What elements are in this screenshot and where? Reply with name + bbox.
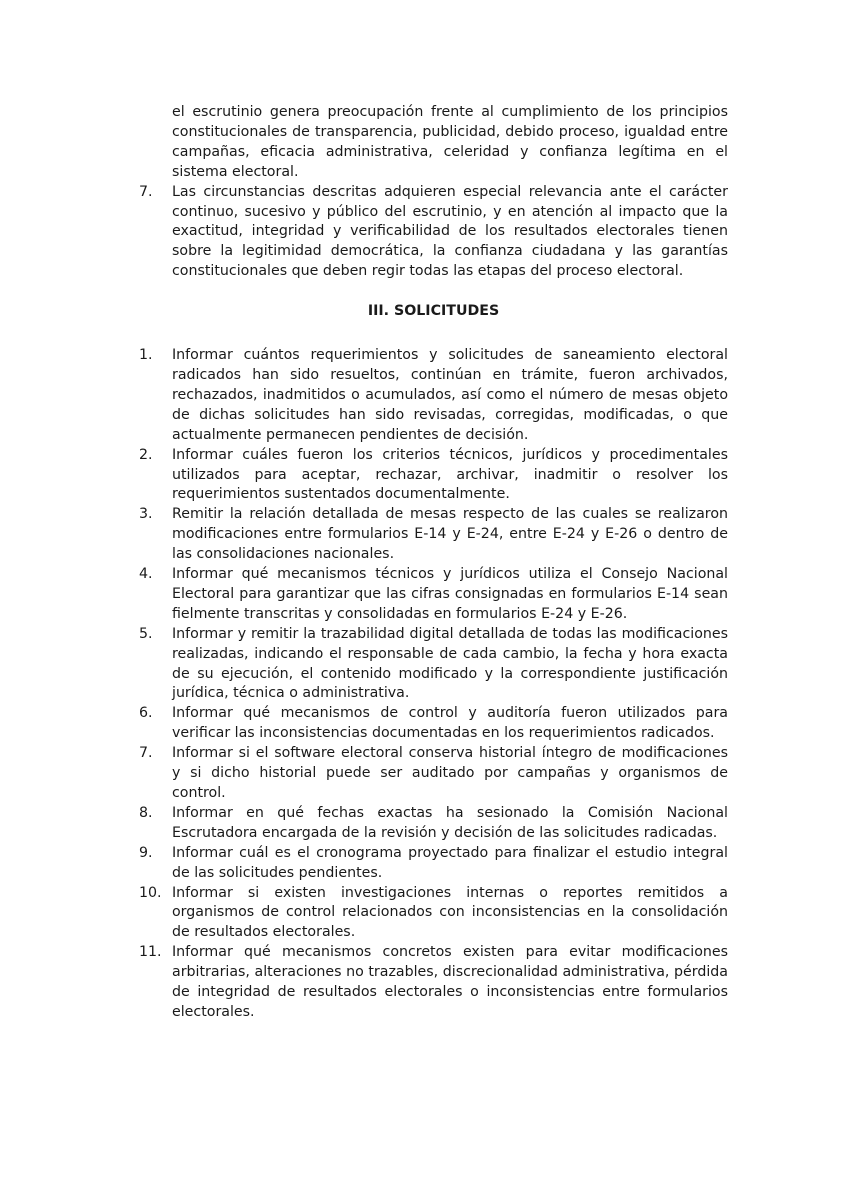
- request-item: [139, 565, 728, 625]
- request-number: 1.: [139, 347, 153, 364]
- request-number: 5.: [139, 625, 153, 642]
- request-item: [139, 943, 728, 1023]
- request-item: [139, 884, 728, 944]
- request-text: Informar en qué fechas exactas ha sesionado la Comisión Nacional Escrutadora encargada de la revisión y decisión de las solicitudes radicadas.: [172, 804, 728, 841]
- request-text: Informar cuál es el cronograma proyectado para finalizar el estudio integral de las solicitudes pendientes.: [172, 844, 728, 881]
- request-number: 4.: [139, 566, 153, 583]
- request-item: [139, 804, 728, 844]
- request-item: [139, 844, 728, 884]
- requests-list: [139, 346, 728, 1023]
- request-item: [139, 446, 728, 506]
- request-text: Informar si existen investigaciones internas o reportes remitidos a organismos de control relacionados con inconsistencias en la consolidación de resultados electorales.: [172, 884, 728, 941]
- request-number: 11.: [139, 944, 162, 961]
- section-heading: III. SOLICITUDES: [367, 303, 500, 320]
- request-text: Informar cuáles fueron los criterios técnicos, jurídicos y procedimentales utilizados para aceptar, rechazar, archivar, inadmitir o resolver los requerimientos sustentados documentalmente.: [172, 446, 728, 503]
- request-text: Informar qué mecanismos de control y auditoría fueron utilizados para verificar las inconsistencias documentadas en los requerimientos radicados.: [172, 705, 728, 742]
- request-number: 6.: [139, 705, 153, 722]
- request-item: [139, 744, 728, 804]
- request-text: Informar y remitir la trazabilidad digital detallada de todas las modificaciones realizadas, indicando el responsable de cada cambio, la fecha y hora exacta de su ejecución, el contenido modificado y la correspondiente justificación jurídica, técnica o administrativa.: [172, 625, 728, 702]
- item-number: 7.: [139, 183, 153, 200]
- request-number: 9.: [139, 844, 153, 861]
- item-text: Las circunstancias descritas adquieren especial relevancia ante el carácter continuo, sucesivo y público del escrutinio, y en atención al impacto que la exactitud, integridad y verificabilidad de los resultados electorales tienen sobre la legitimidad democrática, la confianza ciudadana y las garantías constitucionales que deben regir todas las etapas del proceso electoral.: [172, 183, 728, 280]
- request-number: 8.: [139, 804, 153, 821]
- continuation-paragraph: el escrutinio genera preocupación frente al cumplimiento de los principios constitucionales de transparencia, publicidad, debido proceso, igualdad entre campañas, eficacia administrativa, celeridad y confianza legítima en el sistema electoral.: [172, 104, 728, 180]
- request-number: 2.: [139, 446, 153, 463]
- document-body: [139, 103, 728, 1023]
- request-text: Informar qué mecanismos concretos existen para evitar modificaciones arbitrarias, alteraciones no trazables, discrecionalidad administrativa, pérdida de integridad de resultados electorales o inconsistencias entre formularios electorales.: [172, 944, 728, 1020]
- request-number: 3.: [139, 506, 153, 523]
- request-item: [139, 346, 728, 446]
- request-item: [139, 505, 728, 565]
- request-item: [139, 704, 728, 744]
- request-number: 7.: [139, 745, 153, 762]
- request-text: Remitir la relación detallada de mesas respecto de las cuales se realizaron modificaciones entre formularios E-14 y E-24, entre E-24 y E-26 o dentro de las consolidaciones nacionales.: [172, 506, 728, 563]
- request-item: [139, 625, 728, 705]
- numbered-item-7: [139, 183, 728, 283]
- request-text: Informar qué mecanismos técnicos y jurídicos utiliza el Consejo Nacional Electoral para garantizar que las cifras consignadas en formularios E-14 sean fielmente transcritas y consolidadas en formularios E-24 y E-26.: [172, 566, 728, 622]
- request-text: Informar si el software electoral conserva historial íntegro de modificaciones y si dicho historial puede ser auditado por campañas y organismos de control.: [172, 745, 728, 801]
- request-text: Informar cuántos requerimientos y solicitudes de saneamiento electoral radicados han sido resueltos, continúan en trámite, fueron archivados, rechazados, inadmitidos o acumulados, así como el número de mesas objeto de dichas solicitudes han sido revisadas, corregidas, modificadas, o que actualmente permanecen pendientes de decisión.: [172, 347, 728, 443]
- request-number: 10.: [139, 884, 162, 901]
